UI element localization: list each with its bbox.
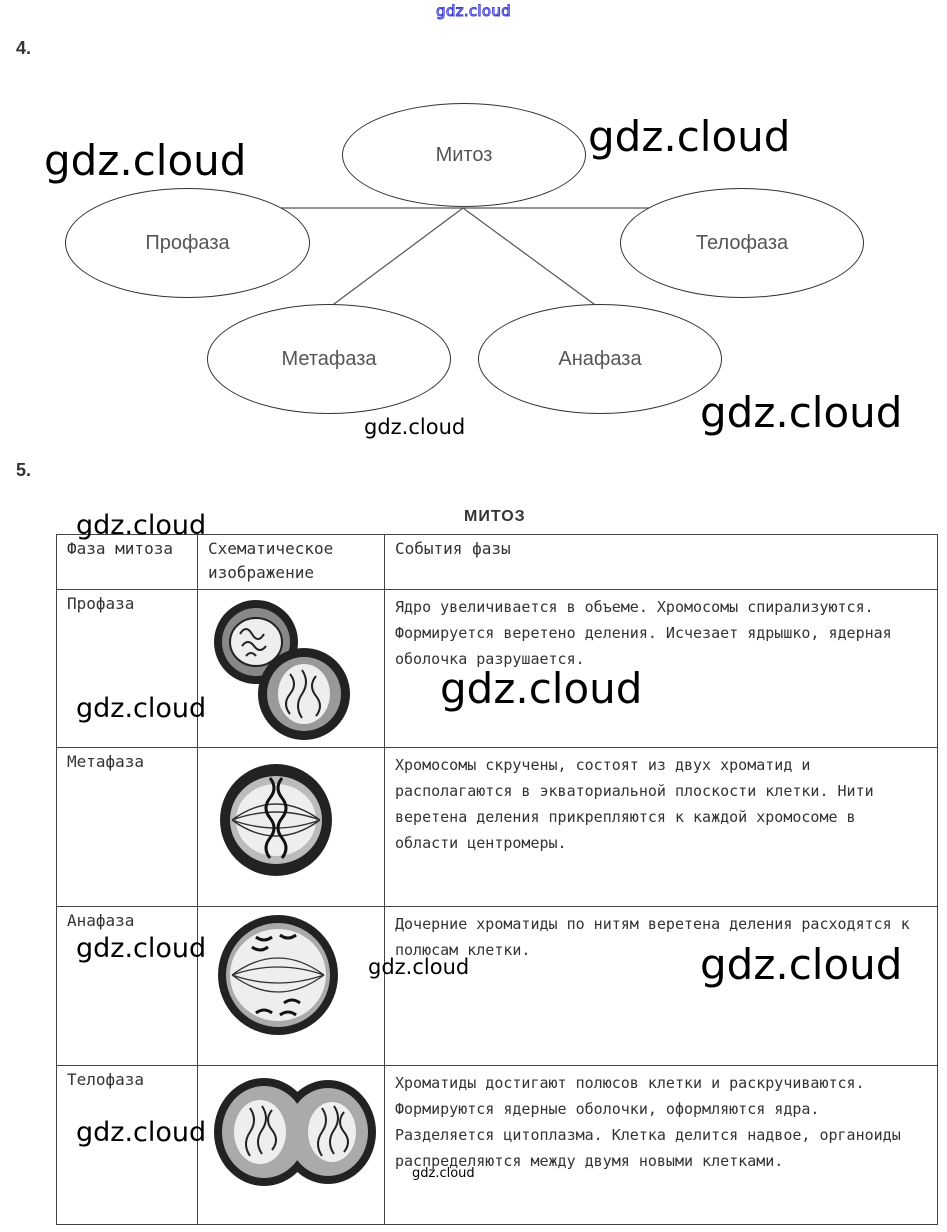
watermark: gdz.cloud <box>368 955 470 979</box>
watermark: gdz.cloud <box>440 664 643 713</box>
telophase-cell-illustration <box>198 1066 384 1224</box>
header-phase: Фаза митоза <box>57 535 198 590</box>
watermark: gdz.cloud <box>76 510 207 541</box>
task-4-number: 4. <box>16 38 32 58</box>
table-row-metaphase <box>57 748 938 907</box>
oval-mitosis <box>342 103 586 207</box>
events-cell: Хроматиды достигают полюсов клетки и раскручиваются. Формируются ядерные оболочки, оформляются ядра. Разделяется цитоплазма. Клетка делится надвое, органоиды распределяются между двумя новыми клетками. <box>385 1066 938 1225</box>
events-cell: Ядро увеличивается в объеме. Хромосомы спирализуются. Формируется веретено деления. Исчезает ядрышко, ядерная оболочка разрушается. <box>385 590 938 748</box>
watermark: gdz.cloud <box>412 1166 475 1181</box>
header-image: Схематическое изображение <box>198 535 385 590</box>
events-cell: Дочерние хроматиды по нитям веретена деления расходятся к полюсам клетки. <box>385 907 938 1066</box>
oval-telophase-label: Телофаза <box>695 231 789 254</box>
image-cell <box>198 590 385 748</box>
table-title: МИТОЗ <box>464 508 526 525</box>
connector-anaphase <box>463 208 598 307</box>
image-cell <box>198 748 385 907</box>
watermark: gdz.cloud <box>588 112 791 161</box>
prophase-cell-illustration <box>198 590 384 747</box>
phase-cell: Телофаза <box>57 1066 198 1225</box>
watermark: gdz.cloud <box>76 693 207 724</box>
oval-telophase <box>620 188 864 298</box>
events-cell: Хромосомы скручены, состоят из двух хроматид и располагаются в экваториальной плоскости клетки. Нити веретена деления прикрепляются к каждой хромосоме в области центромеры. <box>385 748 938 907</box>
anaphase-cell-illustration <box>198 907 384 1065</box>
oval-prophase <box>65 188 310 298</box>
oval-anaphase-label: Анафаза <box>558 347 642 370</box>
oval-prophase-label: Профаза <box>145 231 230 254</box>
watermark: gdz.cloud <box>76 933 207 964</box>
oval-metaphase <box>207 304 451 414</box>
watermark: gdz.cloud <box>76 1117 207 1148</box>
oval-mitosis-label: Митоз <box>435 143 493 166</box>
task-5-number: 5. <box>16 460 32 480</box>
watermark: gdz.cloud <box>364 415 466 439</box>
phase-cell: Метафаза <box>57 748 198 907</box>
watermark: gdz.cloud <box>44 136 247 185</box>
table-header-row <box>57 535 938 590</box>
phase-cell: Профаза <box>57 590 198 748</box>
watermark-top: gdz.cloud <box>436 2 512 20</box>
oval-metaphase-label: Метафаза <box>281 347 377 370</box>
phase-cell: Анафаза <box>57 907 198 1066</box>
header-events: События фазы <box>385 535 938 590</box>
connector-metaphase <box>330 208 463 307</box>
watermark: gdz.cloud <box>700 388 903 437</box>
image-cell <box>198 1066 385 1225</box>
watermark: gdz.cloud <box>700 940 903 989</box>
image-cell <box>198 907 385 1066</box>
oval-anaphase <box>478 304 722 414</box>
metaphase-cell-illustration <box>198 748 384 906</box>
